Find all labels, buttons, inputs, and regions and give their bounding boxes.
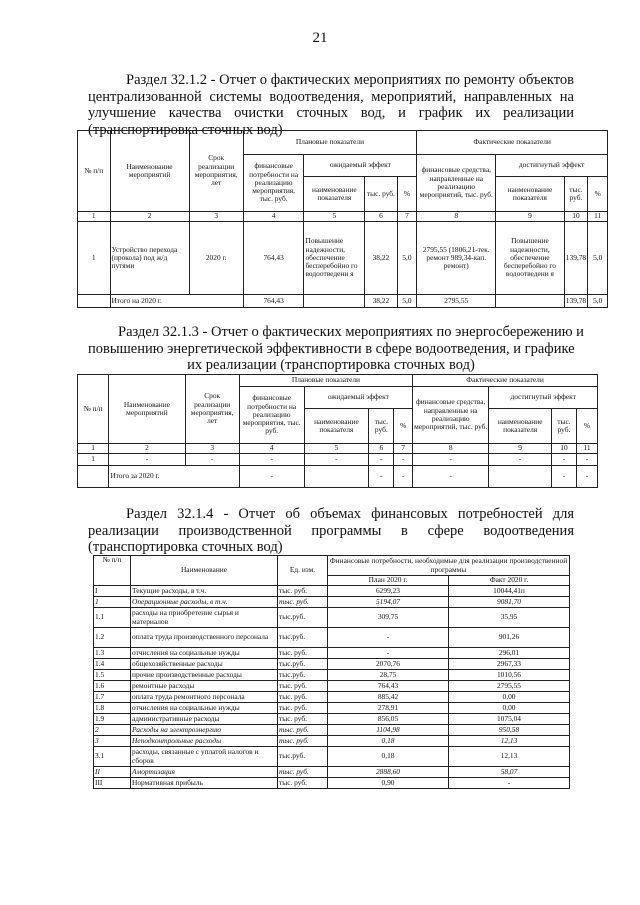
table-cell: - bbox=[185, 454, 239, 466]
total-ach-pct: 5,0 bbox=[588, 295, 608, 308]
cell-plan: 5194,07 bbox=[328, 597, 449, 608]
col-header-fin-needs: Финансовые потребности, необходимые для реализации производственной программы bbox=[328, 556, 570, 576]
col-header-indicator: наименование показателя bbox=[304, 409, 369, 444]
col-header-term: Срок реализации мероприятия, лет bbox=[185, 375, 239, 444]
total-row bbox=[78, 295, 608, 308]
total-plan-fin: - bbox=[239, 466, 304, 488]
total-effect bbox=[304, 466, 369, 488]
index-cell: 11 bbox=[577, 444, 598, 454]
index-cell: 8 bbox=[413, 444, 489, 454]
col-header-indicator: наименование показателя bbox=[489, 409, 552, 444]
cell-name: Нормативная прибыль bbox=[131, 778, 278, 789]
index-cell: 2 bbox=[110, 212, 189, 222]
cell-fact: 901,26 bbox=[449, 628, 570, 648]
cell-no: 1.1 bbox=[94, 608, 131, 628]
cell-plan: 0,18 bbox=[328, 747, 449, 767]
cell-plan: 6299,23 bbox=[328, 586, 449, 597]
heading-line: Раздел 32.1.2 - Отчет о фактических мероприятиях по ремонту объектов bbox=[126, 72, 574, 88]
cell-name: отчисления на социальные нужды bbox=[131, 648, 278, 659]
total-fact-fin: 2795,55 bbox=[417, 295, 496, 308]
col-header-thous: тыс. руб. bbox=[551, 409, 576, 444]
cell-term: 2020 г. bbox=[189, 222, 243, 295]
table-row bbox=[94, 736, 570, 747]
table-row bbox=[94, 608, 570, 628]
cell-plan: 309,75 bbox=[328, 608, 449, 628]
cell-plan: - bbox=[328, 648, 449, 659]
cell-no: 3.1 bbox=[94, 747, 131, 767]
cell-name: прочие производственные расходы bbox=[131, 670, 278, 681]
cell-name: общехозяйственные расходы bbox=[131, 659, 278, 670]
total-plan-fin: 764,43 bbox=[243, 295, 304, 308]
total-ach-effect bbox=[489, 466, 552, 488]
table-cell: - bbox=[394, 454, 413, 466]
section-32-1-2-heading bbox=[88, 72, 574, 138]
col-header-fact-fin: финансовые средства, направленные на реализацию мероприятий, тыс. руб. bbox=[413, 387, 489, 444]
cell-no: III bbox=[94, 778, 131, 789]
cell-unit: тыс. руб. bbox=[278, 648, 328, 659]
index-cell: 5 bbox=[304, 444, 369, 454]
cell-no: 1 bbox=[78, 222, 111, 295]
table-cell: - bbox=[239, 454, 304, 466]
col-header-achieved: достигнутый эффект bbox=[489, 387, 598, 409]
cell-plan: 2070,76 bbox=[328, 659, 449, 670]
cell-fact: 1010,56 bbox=[449, 670, 570, 681]
table-row bbox=[78, 222, 608, 295]
cell-no: 1.3 bbox=[94, 648, 131, 659]
cell-ach-effect: Повышение надежности, обеспечение бесперебойно го водоотведени я bbox=[496, 222, 564, 295]
cell-no: 1.7 bbox=[94, 692, 131, 703]
index-cell: 9 bbox=[489, 444, 552, 454]
total-label: Итого за 2020 г. bbox=[109, 466, 240, 488]
col-header-no: № п/п bbox=[78, 375, 109, 444]
cell-fact: - bbox=[449, 778, 570, 789]
col-header-pct: % bbox=[397, 177, 417, 212]
col-header-plan: План 2020 г. bbox=[328, 576, 449, 586]
cell-fact: 950,58 bbox=[449, 725, 570, 736]
cell-name: оплата труда ремонтного персонала bbox=[131, 692, 278, 703]
table-row bbox=[94, 725, 570, 736]
cell-name: Устройство перехода (прокола) под ж/д путями bbox=[110, 222, 189, 295]
cell-no: 1.4 bbox=[94, 659, 131, 670]
total-fact-fin: - bbox=[413, 466, 489, 488]
cell-unit: тыс. руб. bbox=[278, 778, 328, 789]
cell-unit: тыс. руб. bbox=[278, 703, 328, 714]
col-header-expected: ожидаемый эффект bbox=[304, 155, 417, 177]
table-row bbox=[78, 454, 598, 466]
table-row bbox=[94, 778, 570, 789]
cell-no: 1.6 bbox=[94, 681, 131, 692]
cell-plan: 278,91 bbox=[328, 703, 449, 714]
cell-plan: 1104,98 bbox=[328, 725, 449, 736]
heading-line: (транспортировка сточных вод) bbox=[88, 121, 283, 138]
cell-no: I bbox=[94, 586, 131, 597]
cell-ach-thous: 139,78 bbox=[564, 222, 588, 295]
cell-plan: 0,90 bbox=[328, 778, 449, 789]
col-header-plan-fin: финансовые потребности на реализацию мероприятия, тыс. руб. bbox=[243, 155, 304, 212]
index-cell: 3 bbox=[185, 444, 239, 454]
cell-no: 1.2 bbox=[94, 628, 131, 648]
table-row bbox=[94, 628, 570, 648]
cell-unit: тыс.руб. bbox=[278, 608, 328, 628]
col-header-expected: ожидаемый эффект bbox=[304, 387, 413, 409]
col-header-plan-fin: финансовые потребности на реализацию мероприятия, тыс. руб. bbox=[239, 387, 304, 444]
col-header-fact-fin: финансовые средства, направленные на реализацию мероприятий, тыс. руб. bbox=[417, 155, 496, 212]
table-cell: - bbox=[413, 454, 489, 466]
col-header-thous: тыс. руб. bbox=[564, 177, 588, 212]
cell-fact: 0,00 bbox=[449, 703, 570, 714]
table-cell: - bbox=[577, 454, 598, 466]
section-32-1-4-heading bbox=[88, 506, 574, 556]
financial-needs-table bbox=[93, 555, 570, 789]
cell-fact: 12,13 bbox=[449, 747, 570, 767]
col-header-no: № п/п bbox=[94, 556, 131, 586]
cell-plan: - bbox=[328, 628, 449, 648]
cell-no: 1.9 bbox=[94, 714, 131, 725]
cell-no: 3 bbox=[94, 736, 131, 747]
table-row bbox=[94, 747, 570, 767]
heading-line: Раздел 32.1.3 - Отчет о фактических мероприятиях по энергосбережению и bbox=[118, 324, 584, 340]
total-effect-thous: - bbox=[369, 466, 394, 488]
cell-name: Амортизация bbox=[131, 767, 278, 778]
table-row bbox=[94, 659, 570, 670]
cell-name: Неподконтрольные расходы bbox=[131, 736, 278, 747]
index-cell: 7 bbox=[394, 444, 413, 454]
cell-plan: 2888,60 bbox=[328, 767, 449, 778]
cell-effect-pct: 5,0 bbox=[397, 222, 417, 295]
table-cell: - bbox=[369, 454, 394, 466]
col-header-pct: % bbox=[394, 409, 413, 444]
cell-unit: тыс. руб. bbox=[278, 725, 328, 736]
heading-line: Раздел 32.1.4 - Отчет об объемах финансовых потребностей для bbox=[126, 506, 574, 522]
cell-fact: 2967,33 bbox=[449, 659, 570, 670]
cell-fact: 10044,41п bbox=[449, 586, 570, 597]
cell-unit: тыс. руб. bbox=[278, 692, 328, 703]
index-cell: 2 bbox=[109, 444, 185, 454]
index-cell: 10 bbox=[551, 444, 576, 454]
heading-line: повышению энергетической эффективности в сфере водоотведения, и графике bbox=[88, 340, 575, 357]
col-header-name: Наименование мероприятий bbox=[110, 131, 189, 212]
col-header-indicator: наименование показателя bbox=[304, 177, 365, 212]
cell-unit: тыс.руб. bbox=[278, 628, 328, 648]
heading-line: улучшение качества очистки сточных вод, и график их реализации bbox=[88, 105, 574, 121]
heading-line: (транспортировка сточных вод) bbox=[88, 539, 283, 555]
table-row bbox=[94, 597, 570, 608]
cell-no: 1 bbox=[78, 454, 109, 466]
cell-name: расходы, связанные с уплатой налогов и сборов bbox=[131, 747, 278, 767]
index-cell: 1 bbox=[78, 212, 111, 222]
cell-plan: 0,18 bbox=[328, 736, 449, 747]
repair-measures-table bbox=[77, 130, 608, 308]
index-cell: 8 bbox=[417, 212, 496, 222]
col-header-pct: % bbox=[577, 409, 598, 444]
cell-fact: 58,07 bbox=[449, 767, 570, 778]
cell-fact: 35,95 bbox=[449, 608, 570, 628]
table-cell: - bbox=[109, 454, 185, 466]
cell-unit: тыс. руб. bbox=[278, 597, 328, 608]
total-effect-pct: - bbox=[394, 466, 413, 488]
col-header-no: № п/п bbox=[78, 131, 111, 212]
cell-plan: 856,05 bbox=[328, 714, 449, 725]
cell-unit: тыс.руб. bbox=[278, 659, 328, 670]
index-cell: 10 bbox=[564, 212, 588, 222]
table-cell: - bbox=[304, 454, 369, 466]
table-cell: - bbox=[551, 454, 576, 466]
total-ach-pct: - bbox=[577, 466, 598, 488]
cell-unit: тыс. руб. bbox=[278, 767, 328, 778]
table-row bbox=[94, 586, 570, 597]
col-header-indicator: наименование показателя bbox=[496, 177, 564, 212]
cell-name: ремонтные расходы bbox=[131, 681, 278, 692]
energy-saving-table bbox=[77, 374, 598, 488]
cell-fact: 9081,70 bbox=[449, 597, 570, 608]
group-header-fact: Фактические показатели bbox=[417, 131, 608, 155]
index-cell: 4 bbox=[243, 212, 304, 222]
cell-fact: 12,13 bbox=[449, 736, 570, 747]
total-effect bbox=[304, 295, 365, 308]
cell-no: 1.5 bbox=[94, 670, 131, 681]
cell-unit: тыс.руб. bbox=[278, 747, 328, 767]
col-header-achieved: достигнутый эффект bbox=[496, 155, 608, 177]
cell-ach-pct: 5,0 bbox=[588, 222, 608, 295]
cell-no: 2 bbox=[94, 725, 131, 736]
cell-name: Расходы на электроэнергию bbox=[131, 725, 278, 736]
index-cell: 7 bbox=[397, 212, 417, 222]
table-row bbox=[94, 670, 570, 681]
heading-line: их реализации (транспортировка сточных вод) bbox=[187, 357, 475, 373]
table-row bbox=[94, 681, 570, 692]
cell-unit: тыс. руб. bbox=[278, 714, 328, 725]
index-cell: 5 bbox=[304, 212, 365, 222]
col-header-unit: Ед. изм. bbox=[278, 556, 328, 586]
cell-effect-thous: 38,22 bbox=[365, 222, 398, 295]
col-header-name: Наименование мероприятий bbox=[109, 375, 185, 444]
index-cell: 9 bbox=[496, 212, 564, 222]
index-cell: 3 bbox=[189, 212, 243, 222]
table-row bbox=[94, 703, 570, 714]
table-row bbox=[94, 648, 570, 659]
col-header-thous: тыс. руб. bbox=[365, 177, 398, 212]
col-header-fact: Факт 2020 г. bbox=[449, 576, 570, 586]
total-effect-pct: 5,0 bbox=[397, 295, 417, 308]
cell-effect: Повышение надежности, обеспечение бесперебойно го водоотведени я bbox=[304, 222, 365, 295]
cell-fact: 296,01 bbox=[449, 648, 570, 659]
cell-fact: 0,00 bbox=[449, 692, 570, 703]
index-cell: 4 bbox=[239, 444, 304, 454]
cell-fact: 1075,04 bbox=[449, 714, 570, 725]
cell-plan-fin: 764,43 bbox=[243, 222, 304, 295]
cell-name: административные расходы bbox=[131, 714, 278, 725]
cell-name: оплата труда производственного персонала bbox=[131, 628, 278, 648]
total-effect-thous: 38,22 bbox=[365, 295, 398, 308]
cell-no: 1.8 bbox=[94, 703, 131, 714]
cell-unit: тыс. руб. bbox=[278, 586, 328, 597]
page-number: 21 bbox=[312, 30, 328, 46]
cell-unit: тыс. руб. bbox=[278, 736, 328, 747]
table-row bbox=[94, 714, 570, 725]
heading-line: реализации производственной программы в сфере водоотведения bbox=[88, 522, 574, 539]
col-header-pct: % bbox=[588, 177, 608, 212]
col-header-term: Срок реализации мероприятия, лет bbox=[189, 131, 243, 212]
table-row bbox=[94, 692, 570, 703]
cell-name: отчисления на социальные нужды bbox=[131, 703, 278, 714]
col-header-thous: тыс. руб. bbox=[369, 409, 394, 444]
cell-name: расходы на приобретение сырья и материалов bbox=[131, 608, 278, 628]
col-header-name: Наименование bbox=[131, 556, 278, 586]
cell-fact-fin: 2795,55 (1806,21-тек. ремонт 989,34-кап. ремонт) bbox=[417, 222, 496, 295]
total-row bbox=[78, 466, 598, 488]
group-header-plan: Плановые показатели bbox=[243, 131, 416, 155]
cell-no: II bbox=[94, 767, 131, 778]
heading-line: централизованной системы водоотведения, мероприятий, направленных на bbox=[88, 88, 574, 105]
table-cell: - bbox=[489, 454, 552, 466]
total-ach-thous: - bbox=[551, 466, 576, 488]
cell-name: Текущие расходы, в т.ч. bbox=[131, 586, 278, 597]
cell-plan: 885,42 bbox=[328, 692, 449, 703]
total-label: Итого на 2020 г. bbox=[110, 295, 243, 308]
index-cell: 6 bbox=[365, 212, 398, 222]
cell-plan: 764,43 bbox=[328, 681, 449, 692]
group-header-plan: Плановые показатели bbox=[239, 375, 412, 387]
cell-fact: 2795,55 bbox=[449, 681, 570, 692]
index-cell: 11 bbox=[588, 212, 608, 222]
total-ach-thous: 139,78 bbox=[564, 295, 588, 308]
cell-no: 1 bbox=[94, 597, 131, 608]
cell-name: Операционные расходы, в т.ч. bbox=[131, 597, 278, 608]
index-cell: 1 bbox=[78, 444, 109, 454]
group-header-fact: Фактические показатели bbox=[413, 375, 598, 387]
cell-plan: 28,75 bbox=[328, 670, 449, 681]
table-row bbox=[94, 767, 570, 778]
section-32-1-3-heading bbox=[88, 324, 584, 374]
total-ach-effect bbox=[496, 295, 564, 308]
cell-unit: тыс. руб. bbox=[278, 681, 328, 692]
cell-unit: тыс.руб. bbox=[278, 670, 328, 681]
index-cell: 6 bbox=[369, 444, 394, 454]
